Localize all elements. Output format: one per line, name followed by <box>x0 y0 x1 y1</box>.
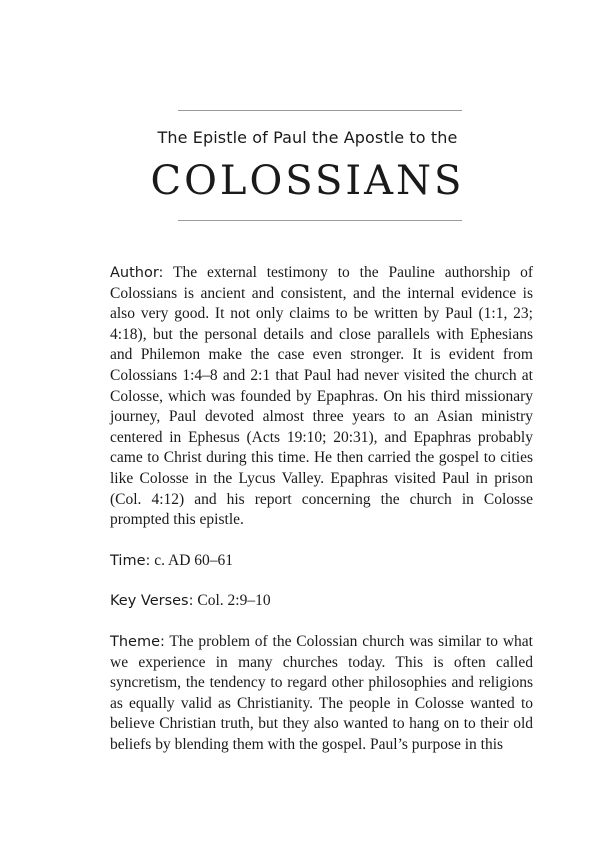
key-verses-label: Key Verses: <box>110 593 194 610</box>
key-verses-section <box>110 591 533 612</box>
theme-text: The problem of the Colossian church was similar to what we experience in many churches today. This is often called syncretism, the tendency to regard other philosophies and religions as equally valid as Christianity. The people in Colosse wanted to believe Christian truth, but they also wanted to hang on to their old beliefs by blending them with the gospel. Paul’s purpose in this <box>110 632 533 753</box>
theme-section <box>110 632 533 756</box>
time-label: Time: <box>110 552 151 569</box>
top-divider <box>178 110 462 111</box>
key-verses-text: Col. 2:9–10 <box>193 592 271 610</box>
book-title: COLOSSIANS <box>150 158 465 204</box>
bottom-divider <box>178 220 462 221</box>
theme-label: Theme: <box>110 633 165 650</box>
author-label: Author: <box>110 265 164 281</box>
time-section <box>110 551 533 572</box>
time-text: c. AD 60–61 <box>150 551 234 569</box>
book-subtitle: The Epistle of Paul the Apostle to the <box>157 128 458 147</box>
author-section <box>110 263 533 531</box>
author-text: The external testimony to the Pauline authorship of Colossians is ancient and consistent, and the internal evidence is also very good. It not only claims to be written by Paul (1:1, 23; 4:18), but the personal details and close parallels with Ephesians and Philemon make the case even stronger. It is evident from Colossians 1:4–8 and 2:1 that Paul had never visited the church at Colosse, which was founded by Epaphras. On his third missionary journey, Paul devoted almost three years to an Asian ministry centered in Ephesus (Acts 19:10; 20:31), and Epaphras probably came to Christ during this time. He then carried the gospel to cities like Colosse in the Lycus Valley. Epaphras visited Paul in prison (Col. 4:12) and his report concerning the church in Colosse prompted this epistle. <box>110 264 533 529</box>
book-introduction <box>110 263 533 775</box>
